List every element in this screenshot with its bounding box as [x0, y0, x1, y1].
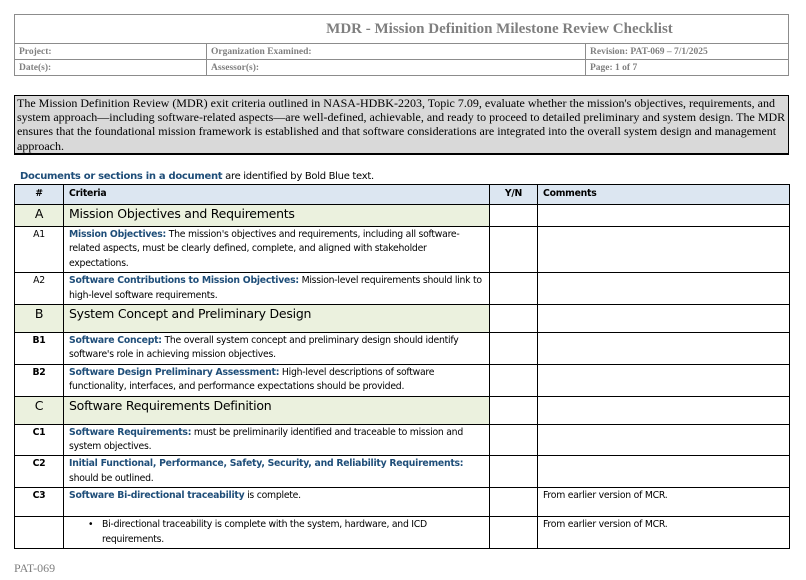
header-table — [14, 14, 789, 76]
item-id: B2 — [15, 364, 64, 396]
item-criteria-title: Software Design Preliminary Assessment: — [69, 366, 280, 378]
item-criteria-title: Software Bi-directional traceability — [69, 490, 245, 502]
assessor-field: Assessor(s): — [207, 60, 586, 76]
section-row — [15, 205, 790, 227]
header-yn: Y/N — [490, 185, 538, 205]
section-title: Software Requirements Definition — [64, 396, 490, 424]
yn-cell[interactable] — [490, 488, 538, 517]
table-row — [15, 517, 790, 549]
section-id: A — [15, 205, 64, 227]
table-row — [15, 456, 790, 488]
item-criteria-text: The overall system concept and preliminary design should identify software's role in achieving mission objectives. — [69, 335, 459, 361]
item-criteria-title: Software Requirements: — [69, 426, 192, 438]
comment-cell[interactable]: From earlier version of MCR. — [538, 517, 790, 549]
item-criteria-title: Software Contributions to Mission Objectives: — [69, 275, 299, 287]
item-criteria-text: is complete. — [244, 490, 301, 502]
project-field: Project: — [15, 44, 207, 60]
legend-note-bold: Documents or sections in a document — [20, 171, 223, 182]
legend-note — [20, 171, 374, 182]
header-number: # — [15, 185, 64, 205]
item-id: A2 — [15, 273, 64, 305]
dates-field: Date(s): — [15, 60, 207, 76]
item-id: C3 — [15, 488, 64, 517]
yn-cell[interactable] — [490, 456, 538, 488]
yn-cell[interactable] — [490, 364, 538, 396]
yn-cell[interactable] — [490, 205, 538, 227]
comment-cell[interactable] — [538, 305, 790, 333]
footer-doc-id: PAT-069 — [14, 561, 56, 575]
item-id: B1 — [15, 333, 64, 365]
item-bullet — [64, 517, 490, 549]
section-title: System Concept and Preliminary Design — [64, 305, 490, 333]
table-row — [15, 333, 790, 365]
item-criteria-text: must be preliminarily identified and traceable to mission and system objectives. — [69, 426, 463, 453]
page-field: Page: 1 of 7 — [586, 60, 789, 76]
comment-cell[interactable] — [538, 205, 790, 227]
comment-cell[interactable] — [538, 396, 790, 424]
table-row — [15, 227, 790, 273]
item-criteria — [64, 488, 490, 517]
yn-cell[interactable] — [490, 227, 538, 273]
yn-cell[interactable] — [490, 273, 538, 305]
organization-field: Organization Examined: — [207, 44, 586, 60]
table-row — [15, 273, 790, 305]
section-title: Mission Objectives and Requirements — [64, 205, 490, 227]
item-criteria — [64, 227, 490, 273]
item-criteria — [64, 273, 490, 305]
item-criteria-text: should be outlined. — [69, 472, 154, 484]
item-id: C1 — [15, 424, 64, 456]
yn-cell[interactable] — [490, 333, 538, 365]
comment-cell[interactable] — [538, 424, 790, 456]
document-title: MDR - Mission Definition Milestone Review Checklist — [15, 15, 789, 44]
yn-cell[interactable] — [490, 305, 538, 333]
table-row — [15, 424, 790, 456]
item-criteria-text: Mission-level requirements should link to high-level software requirements. — [69, 275, 482, 301]
table-row — [15, 364, 790, 396]
item-id: A1 — [15, 227, 64, 273]
item-criteria-text: The mission's objectives and requirements, including all software-related aspects, must be clearly defined, complete, and aligned with stakeholder expectations. — [69, 229, 460, 269]
item-criteria-title: Software Concept: — [69, 335, 162, 347]
yn-cell[interactable] — [490, 396, 538, 424]
header-criteria: Criteria — [64, 185, 490, 205]
item-criteria — [64, 333, 490, 365]
item-bullet-text: Bi-directional traceability is complete with the system, hardware, and ICD requirements. — [102, 519, 427, 545]
yn-cell[interactable] — [490, 517, 538, 549]
section-id: B — [15, 305, 64, 333]
revision-field: Revision: PAT-069 – 7/1/2025 — [586, 44, 789, 60]
item-criteria — [64, 456, 490, 488]
comment-cell[interactable] — [538, 364, 790, 396]
comment-cell[interactable] — [538, 273, 790, 305]
comment-cell[interactable] — [538, 456, 790, 488]
checklist-table — [14, 184, 790, 549]
item-criteria-text: High-level descriptions of software functionality, interfaces, and performance expectations should be provided. — [69, 366, 435, 393]
table-row — [15, 488, 790, 517]
item-criteria-title: Initial Functional, Performance, Safety, Security, and Reliability Requirements: — [69, 458, 464, 470]
item-criteria — [64, 424, 490, 456]
item-criteria-title: Mission Objectives: — [69, 229, 166, 240]
legend-note-text: are identified by Bold Blue text. — [222, 171, 374, 182]
item-id: C2 — [15, 456, 64, 488]
item-id — [15, 517, 64, 549]
comment-cell[interactable] — [538, 227, 790, 273]
bullet-icon: • — [88, 519, 94, 531]
intro-paragraph: The Mission Definition Review (MDR) exit criteria outlined in NASA-HDBK-2203, Topic 7.09, evaluate whether the mission's objectives, requirements, and system approach—including software-related aspects—are well-defined, achievable, and ready to proceed to detailed preliminary and system design. The MDR ensures that the foundational mission framework is established and that software considerations are integrated into the overall system design and management approach. — [14, 95, 789, 155]
section-id: C — [15, 396, 64, 424]
comment-cell[interactable] — [538, 333, 790, 365]
comment-cell[interactable]: From earlier version of MCR. — [538, 488, 790, 517]
section-row — [15, 396, 790, 424]
section-row — [15, 305, 790, 333]
yn-cell[interactable] — [490, 424, 538, 456]
header-comments: Comments — [538, 185, 790, 205]
item-criteria — [64, 364, 490, 396]
